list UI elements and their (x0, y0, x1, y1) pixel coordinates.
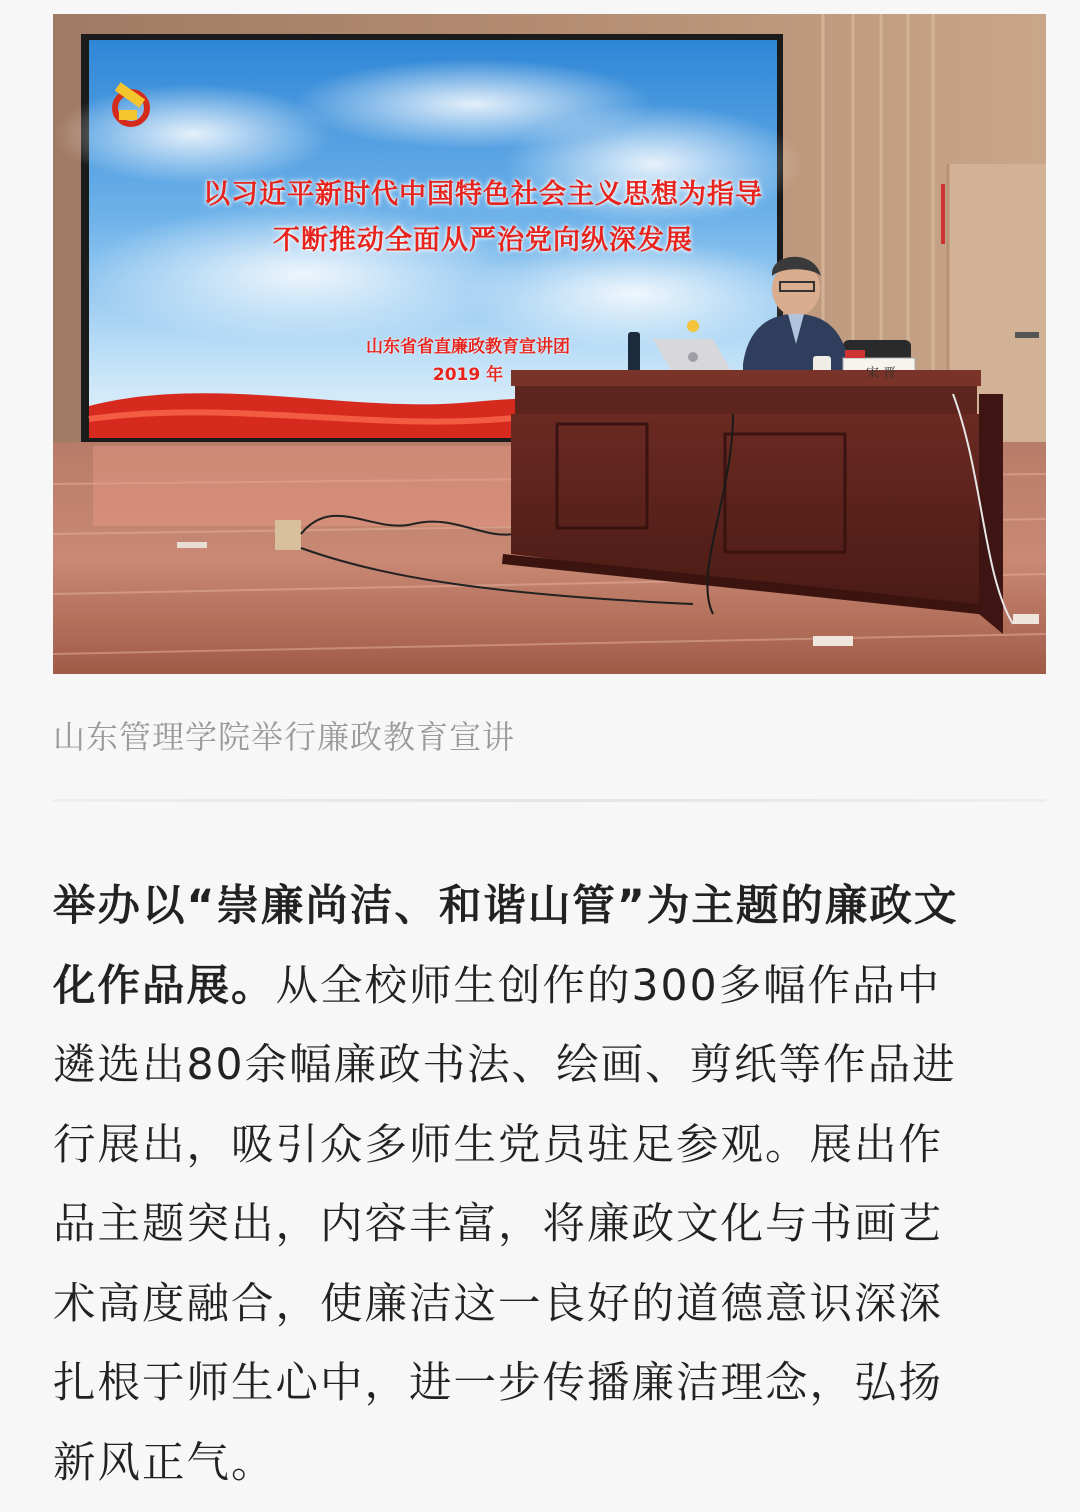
article-line (53, 1026, 1053, 1106)
slide-title-line1: 以习近平新时代中国特色社会主义思想为指导 (203, 179, 763, 210)
article-text: 扎根于师生心中，进一步传播廉洁理念，弘扬 (53, 1359, 944, 1408)
article-bold-text: 举办以“崇廉尚洁、和谐山管”为主题的廉政文 (53, 882, 959, 931)
article-text: 行展出，吸引众多师生党员驻足参观。展出作 (53, 1120, 944, 1170)
article-text: 从全校师生创作的300多幅作品中 (275, 961, 942, 1011)
photo-caption: 山东管理学院举行廉政教育宣讲 (53, 718, 516, 756)
article-bold-text: 化作品展。 (53, 961, 276, 1011)
slide-year: 2019 年 (432, 365, 504, 385)
article-line (53, 1106, 1053, 1186)
slide-organization: 山东省省直廉政教育宣讲团 (366, 337, 570, 357)
article-text: 遴选出80余幅廉政书法、绘画、剪纸等作品进 (53, 1041, 957, 1090)
article-line (53, 1424, 1053, 1504)
divider (53, 799, 1046, 802)
article-text: 新风正气。 (53, 1438, 276, 1488)
article-line (53, 1185, 1053, 1265)
article-line (53, 867, 1053, 947)
article-line (53, 1265, 1053, 1345)
lecture-photo[interactable] (53, 14, 1046, 674)
article-line (53, 1344, 1053, 1424)
article-text: 品主题突出，内容丰富，将廉政文化与书画艺 (53, 1200, 944, 1249)
article-line (53, 947, 1053, 1027)
article-text: 术高度融合，使廉洁这一良好的道德意识深深 (53, 1279, 944, 1329)
nameplate-label: 宋 晋 (865, 366, 897, 381)
article-body (53, 867, 1053, 1503)
slide-title-line2: 不断推动全面从严治党向纵深发展 (273, 225, 693, 256)
